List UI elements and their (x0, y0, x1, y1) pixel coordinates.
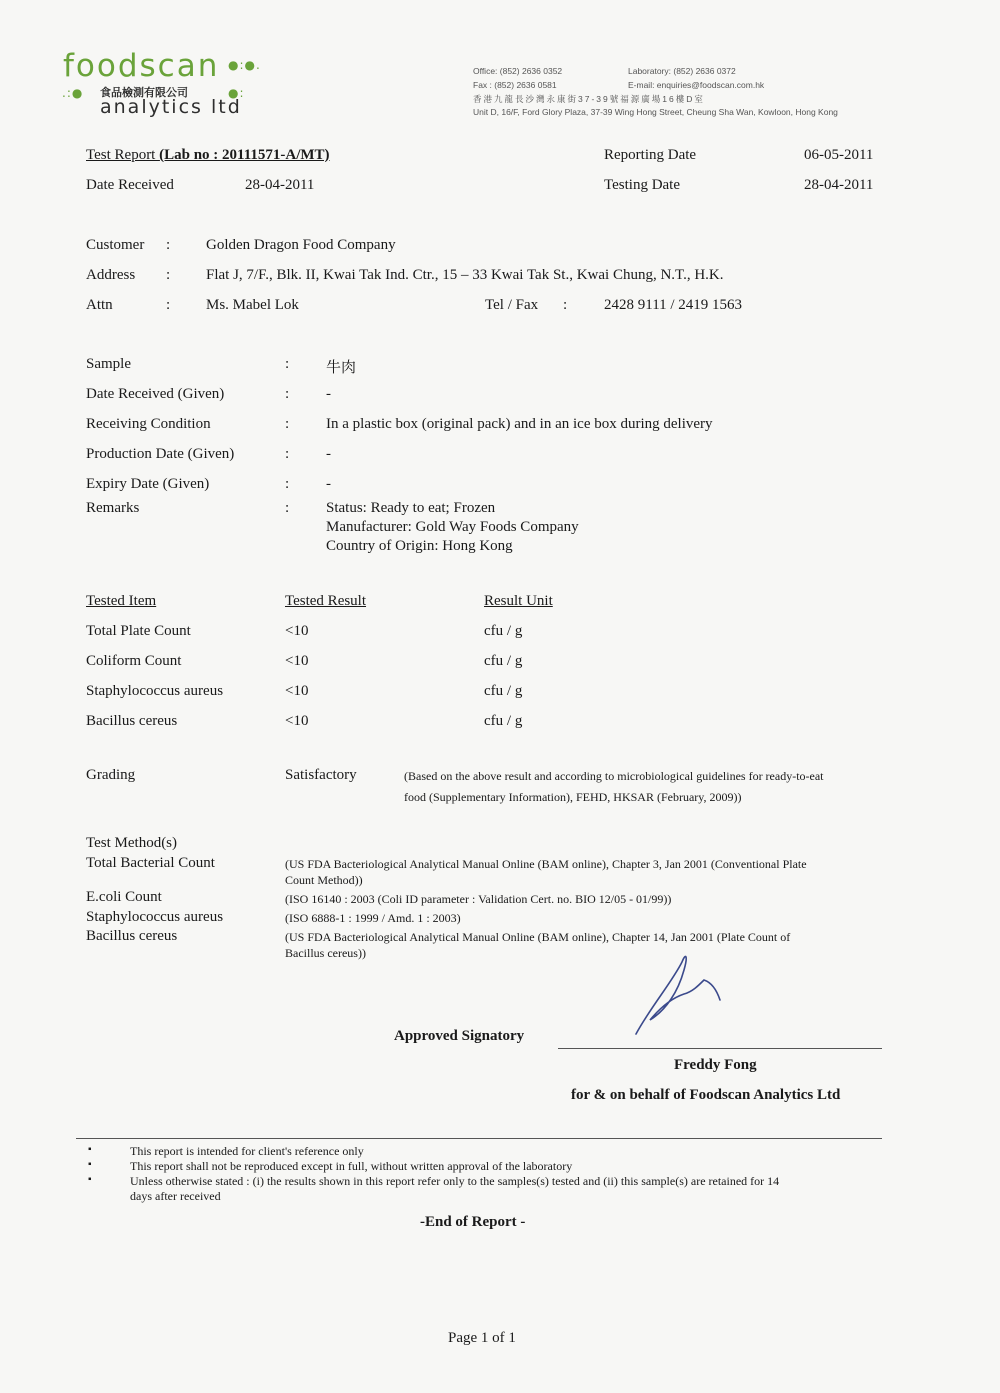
bullet-icon: ▪ (88, 1159, 92, 1170)
column-header-tested-result: Tested Result (285, 593, 367, 609)
method-label: Total Bacterial Count (86, 855, 215, 871)
sample-colon: : (285, 356, 290, 372)
table-row-item: Coliform Count (86, 653, 182, 669)
date-received-label: Date Received (86, 177, 174, 193)
grading-label: Grading (86, 767, 136, 783)
lab-number: (Lab no : 20111571-A/MT) (159, 147, 330, 163)
fax-number: Fax : (852) 2636 0581 (473, 80, 557, 90)
reporting-date-value: 06-05-2011 (804, 147, 874, 163)
table-row-item: Staphylococcus aureus (86, 683, 224, 699)
logo-wordmark-foodscan: foodscan (63, 48, 220, 84)
method-line1: (US FDA Bacteriological Analytical Manual Online (BAM online), Chapter 3, Jan 2001 (Conventional Plate (285, 857, 807, 871)
address-chinese: 香港九龍長沙灣永康街37-39號福源廣場16樓D室 (473, 94, 705, 104)
signature-line (558, 1048, 882, 1049)
report-title-prefix: Test Report (86, 147, 160, 163)
expiry-date-label: Expiry Date (Given) (86, 476, 210, 492)
remarks-label: Remarks (86, 500, 140, 516)
signatory-company: for & on behalf of Foodscan Analytics Ltd (571, 1087, 841, 1103)
table-row-result: <10 (285, 623, 309, 639)
expiry-date-value: - (326, 476, 331, 492)
method-line1: (US FDA Bacteriological Analytical Manual Online (BAM online), Chapter 14, Jan 2001 (Plate Count of (285, 930, 791, 944)
customer-label: Customer (86, 237, 145, 253)
grading-value: Satisfactory (285, 767, 357, 783)
remarks-manufacturer: Manufacturer: Gold Way Foods Company (326, 519, 579, 535)
date-received-value: 28-04-2011 (245, 177, 315, 193)
logo-dots-icon: ●:●. (228, 58, 261, 72)
remarks-status: Status: Ready to eat; Frozen (326, 500, 496, 516)
date-received-given-colon: : (285, 386, 290, 402)
bullet-icon: ▪ (88, 1174, 92, 1185)
footer-note: This report shall not be reproduced except in full, without written approval of the laboratory (130, 1159, 573, 1173)
address-english: Unit D, 16/F, Ford Glory Plaza, 37-39 Wing Hong Street, Cheung Sha Wan, Kowloon, Hong Kong (473, 107, 838, 117)
test-methods-heading: Test Method(s) (86, 835, 178, 851)
reporting-date-label: Reporting Date (604, 147, 697, 163)
table-row-unit: cfu / g (484, 653, 523, 669)
signatory-name: Freddy Fong (674, 1057, 757, 1073)
method-label: E.coli Count (86, 889, 162, 905)
date-received-given-value: - (326, 386, 331, 402)
email-address: E-mail: enquiries@foodscan.com.hk (628, 80, 765, 90)
table-row-result: <10 (285, 683, 309, 699)
customer-colon: : (166, 237, 171, 253)
method-line1: (ISO 6888-1 : 1999 / Amd. 1 : 2003) (285, 911, 461, 925)
table-row-result: <10 (285, 653, 309, 669)
table-row-unit: cfu / g (484, 713, 523, 729)
handwritten-signature (620, 948, 740, 1038)
report-title (86, 147, 330, 164)
production-date-label: Production Date (Given) (86, 446, 235, 462)
logo-dots-right-icon: ●: (228, 86, 245, 100)
method-line2: Count Method)) (285, 873, 363, 887)
logo-dots-left-icon: .:● (62, 86, 84, 100)
attn-colon: : (166, 297, 171, 313)
attn-label: Attn (86, 297, 113, 313)
table-row-unit: cfu / g (484, 683, 523, 699)
receiving-condition-colon: : (285, 416, 290, 432)
date-received-given-label: Date Received (Given) (86, 386, 225, 402)
footer-divider (76, 1138, 882, 1139)
column-header-tested-item: Tested Item (86, 593, 157, 609)
remarks-origin: Country of Origin: Hong Kong (326, 538, 513, 554)
production-date-colon: : (285, 446, 290, 462)
sample-value: 牛肉 (326, 358, 357, 376)
testing-date-label: Testing Date (604, 177, 681, 193)
table-row-result: <10 (285, 713, 309, 729)
sample-label: Sample (86, 356, 131, 372)
telfax-label: Tel / Fax (485, 297, 539, 313)
attn-name: Ms. Mabel Lok (206, 297, 299, 313)
table-row-item: Total Plate Count (86, 623, 191, 639)
grading-note-line2: food (Supplementary Information), FEHD, HKSAR (February, 2009)) (404, 790, 742, 804)
footer-note: Unless otherwise stated : (i) the results shown in this report refer only to the samples(s) tested and (ii) this sample(s) are retained for 14 (130, 1174, 780, 1188)
testing-date-value: 28-04-2011 (804, 177, 874, 193)
footer-note: This report is intended for client's reference only (130, 1144, 364, 1158)
receiving-condition-label: Receiving Condition (86, 416, 211, 432)
office-phone: Office: (852) 2636 0352 (473, 66, 563, 76)
method-line1: (ISO 16140 : 2003 (Coli ID parameter : Validation Cert. no. BIO 12/05 - 01/99)) (285, 892, 672, 906)
production-date-value: - (326, 446, 331, 462)
receiving-condition-value: In a plastic box (original pack) and in an ice box during delivery (326, 416, 713, 432)
method-label: Staphylococcus aureus (86, 909, 224, 925)
method-label: Bacillus cereus (86, 928, 178, 944)
remarks-colon: : (285, 500, 290, 516)
logo-wordmark-analytics: analytics ltd (100, 96, 242, 118)
address-colon: : (166, 267, 171, 283)
approved-signatory-label: Approved Signatory (394, 1028, 525, 1044)
logo-chinese-name: 食品檢測有限公司 (100, 86, 188, 99)
table-row-unit: cfu / g (484, 623, 523, 639)
address-label: Address (86, 267, 136, 283)
column-header-result-unit: Result Unit (484, 593, 553, 609)
telfax-value: 2428 9111 / 2419 1563 (604, 297, 743, 313)
footer-note-continued: days after received (130, 1189, 221, 1203)
expiry-date-colon: : (285, 476, 290, 492)
telfax-colon: : (563, 297, 568, 313)
customer-name: Golden Dragon Food Company (206, 237, 396, 253)
table-row-item: Bacillus cereus (86, 713, 178, 729)
bullet-icon: ▪ (88, 1144, 92, 1155)
method-line2: Bacillus cereus)) (285, 946, 366, 960)
laboratory-phone: Laboratory: (852) 2636 0372 (628, 66, 736, 76)
end-of-report: -End of Report - (420, 1214, 526, 1230)
page-number: Page 1 of 1 (448, 1330, 516, 1346)
grading-note-line1: (Based on the above result and according to microbiological guidelines for ready-to-eat (404, 769, 824, 783)
customer-address: Flat J, 7/F., Blk. II, Kwai Tak Ind. Ctr., 15 – 33 Kwai Tak St., Kwai Chung, N.T., H.K. (206, 267, 724, 283)
